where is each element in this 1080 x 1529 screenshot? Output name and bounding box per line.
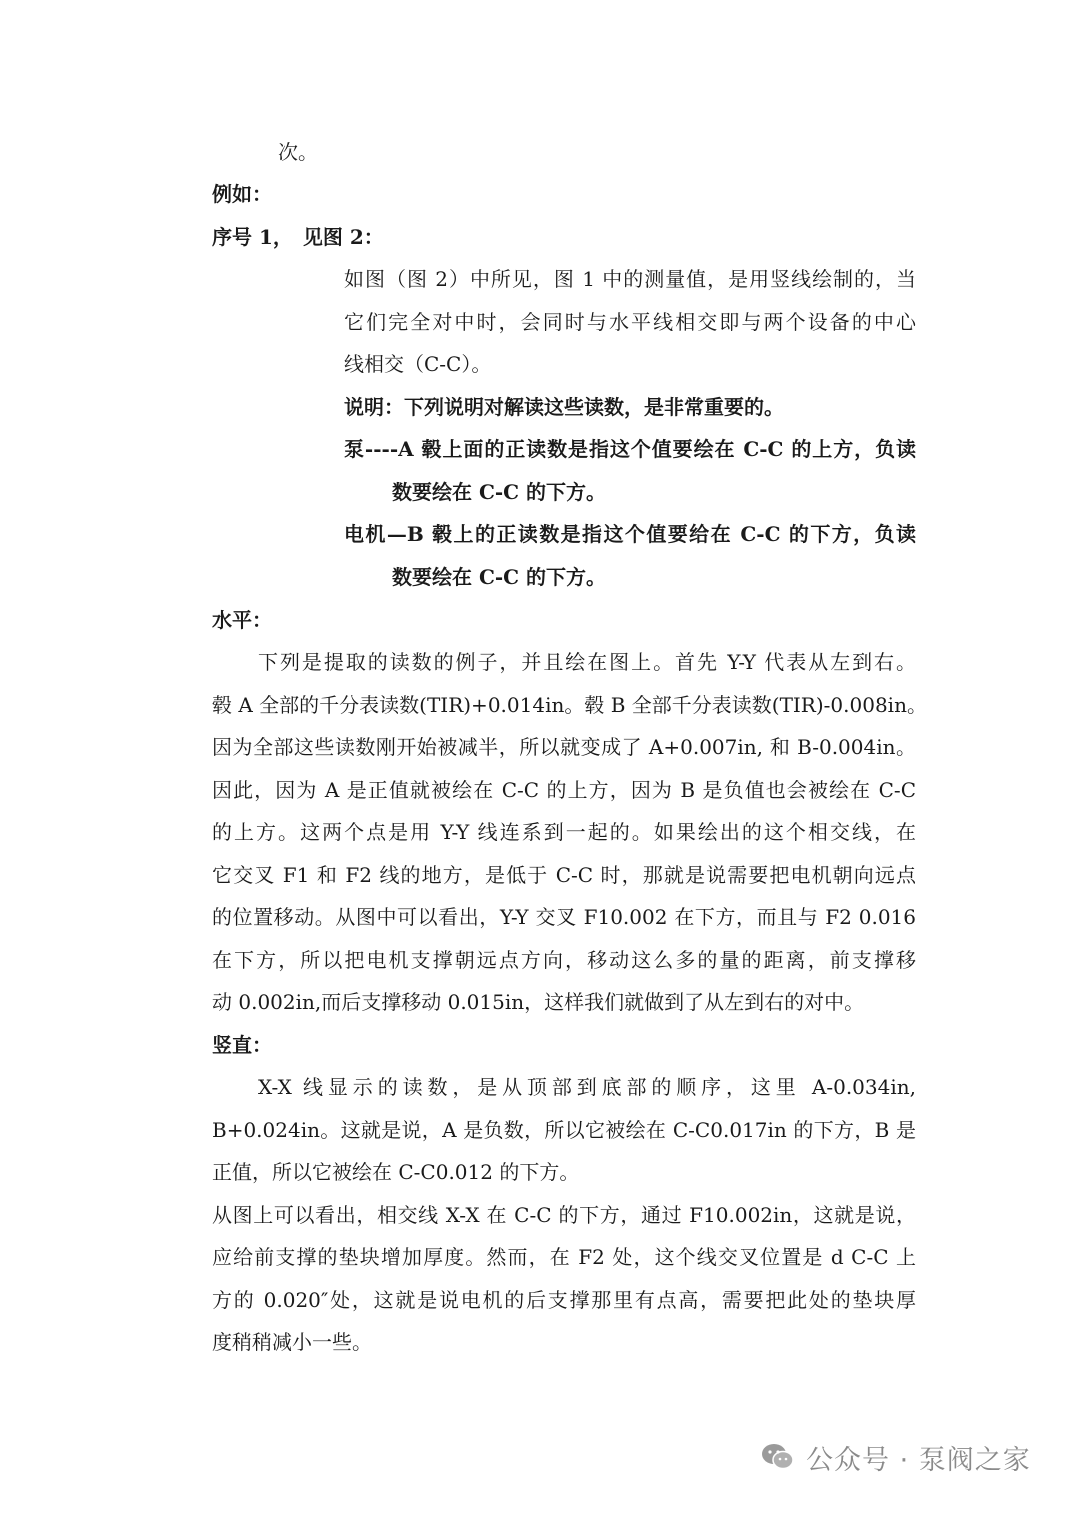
text-line: 它们完全对中时，会同时与水平线相交即与两个设备的中心 <box>344 310 916 334</box>
text-line: 在下方，所以把电机支撑朝远点方向，移动这么多的量的距离，前支撑移 <box>212 948 916 972</box>
heading-sequence: 序号 1， 见图 2： <box>212 225 384 249</box>
heading-horizontal: 水平： <box>212 608 272 632</box>
text-line: 的位置移动。从图中可以看出，Y-Y 交叉 F10.002 在下方，而且与 F2 0.016 <box>212 905 916 929</box>
text-line: 应给前支撑的垫块增加厚度。然而，在 F2 处，这个线交叉位置是 d C-C 上 <box>212 1245 916 1269</box>
text-line: 因为全部这些读数刚开始被减半，所以就变成了 A+0.007in, 和 B-0.004in。 <box>212 735 916 759</box>
text-line: B+0.024in。这就是说，A 是负数，所以它被绘在 C-C0.017in 的下方，B 是 <box>212 1118 916 1142</box>
text-line: 次。 <box>278 140 318 164</box>
heading-example: 例如： <box>212 182 272 206</box>
text-line: 它交叉 F1 和 F2 线的地方，是低于 C-C 时，那就是说需要把电机朝向远点 <box>212 863 916 887</box>
text-line: 方的 0.020″处，这就是说电机的后支撑那里有点高，需要把此处的垫块厚 <box>212 1288 916 1312</box>
text-line: 的上方。这两个点是用 Y-Y 线连系到一起的。如果绘出的这个相交线，在 <box>212 820 916 844</box>
note-line: 电机—B 毂上的正读数是指这个值要给在 C-C 的下方，负读 <box>344 522 916 546</box>
note-line: 说明：下列说明对解读这些读数，是非常重要的。 <box>344 395 784 419</box>
text-line: X-X 线显示的读数，是从顶部到底部的顺序，这里 A-0.034in, <box>258 1075 916 1099</box>
note-line: 泵----A 毂上面的正读数是指这个值要绘在 C-C 的上方，负读 <box>344 437 916 461</box>
wechat-icon <box>760 1442 796 1472</box>
heading-vertical: 竖直： <box>212 1033 272 1057</box>
text-line: 从图上可以看出，相交线 X-X 在 C-C 的下方，通过 F10.002in，这就是说， <box>212 1203 916 1227</box>
text-line: 因此，因为 A 是正值就被绘在 C-C 的上方，因为 B 是负值也会被绘在 C-C <box>212 778 916 802</box>
text-line: 毂 A 全部的千分表读数(TIR)+0.014in。毂 B 全部千分表读数(TIR)-0.008in。 <box>212 693 927 717</box>
watermark-text: 公众号 · 泵阀之家 <box>806 1444 1031 1476</box>
text-line: 度稍稍减小一些。 <box>212 1330 372 1354</box>
text-line: 如图（图 2）中所见，图 1 中的测量值，是用竖线绘制的，当 <box>344 267 916 291</box>
text-line: 动 0.002in,而后支撑移动 0.015in，这样我们就做到了从左到右的对中。 <box>212 990 865 1014</box>
watermark <box>760 1437 1031 1477</box>
text-line: 线相交（C-C）。 <box>344 352 492 376</box>
text-line: 正值，所以它被绘在 C-C0.012 的下方。 <box>212 1160 580 1184</box>
note-line: 数要绘在 C-C 的下方。 <box>392 480 607 504</box>
text-line: 下列是提取的读数的例子，并且绘在图上。首先 Y-Y 代表从左到右。 <box>258 650 916 674</box>
note-line: 数要绘在 C-C 的下方。 <box>392 565 607 589</box>
